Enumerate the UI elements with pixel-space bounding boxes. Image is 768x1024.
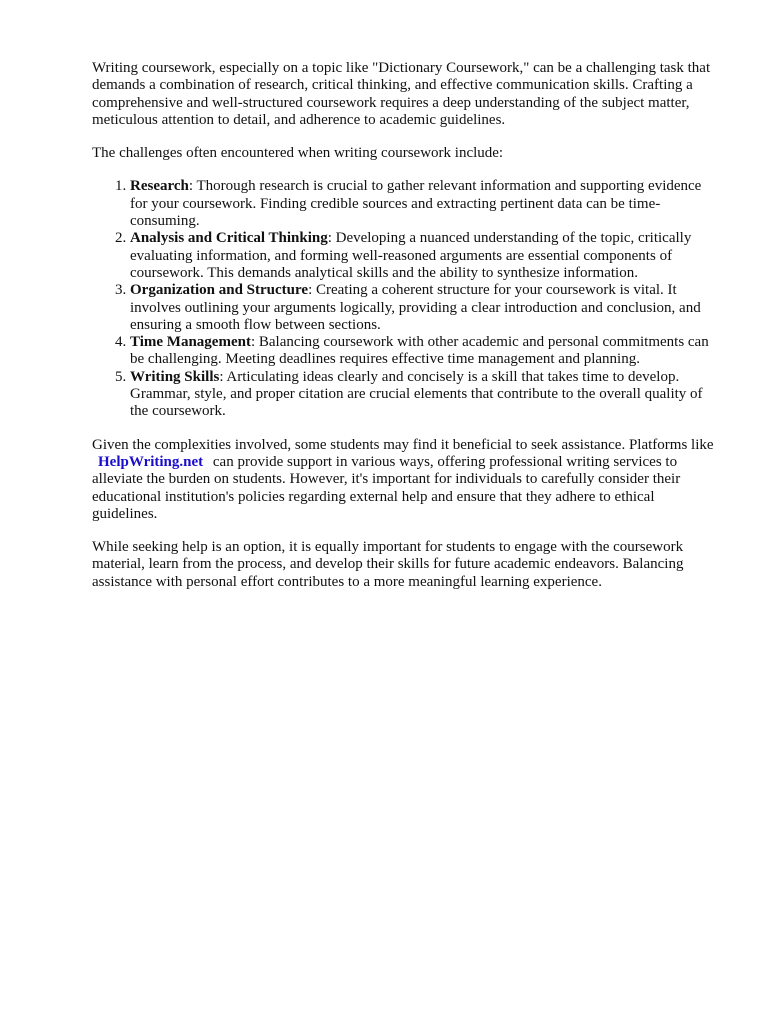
list-item-research [130, 178, 722, 230]
assistance-text-before: Given the complexities involved, some students may find it beneficial to seek assistance. Platforms like [92, 436, 714, 453]
list-item-text: : Thorough research is crucial to gather relevant information and supporting evidence for your coursework. Finding credible sources and extracting pertinent data can be time-consuming. [130, 178, 702, 230]
list-item-term: Organization and Structure [130, 282, 309, 299]
intro-paragraph: Writing coursework, especially on a topic like "Dictionary Coursework," can be a challenging task that demands a combination of research, critical thinking, and effective communication skills. Crafting a comprehensive and well-structured coursework requires a deep understanding of the subject matter, meticulous attention to detail, and adherence to academic guidelines. [92, 60, 711, 128]
list-item-term: Analysis and Critical Thinking [130, 230, 328, 247]
list-item-term: Writing Skills [130, 368, 220, 385]
list-item-writing-skills [130, 369, 722, 421]
challenges-intro-paragraph: The challenges often encountered when writing coursework include: [92, 145, 504, 162]
assistance-text-after: can provide support in various ways, offering professional writing services to alleviate the burden on students. However, it's important for individuals to carefully consider their educational institution's policies regarding external help and ensure that they adhere to ethical guidelines. [92, 453, 681, 522]
helpwriting-link[interactable]: HelpWriting.net [98, 453, 204, 470]
list-item-organization [130, 282, 722, 334]
challenges-list [92, 178, 722, 420]
document-page [92, 60, 722, 607]
list-item-text: : Articulating ideas clearly and concisely is a skill that takes time to develop. Grammar, style, and proper citation are crucial elements that contribute to the overall quality of the coursework. [130, 368, 703, 420]
list-item-text: : Balancing coursework with other academic and personal commitments can be challenging. Meeting deadlines requires effective time management and planning. [130, 334, 709, 368]
conclusion-paragraph: While seeking help is an option, it is equally important for students to engage with the coursework material, learn from the process, and develop their skills for future academic endeavors. Balancing assistance with personal effort contributes to a more meaningful learning experience. [92, 539, 684, 590]
list-item-time-management [130, 334, 722, 369]
list-item-term: Research [130, 178, 189, 195]
list-item-text: : Developing a nuanced understanding of the topic, critically evaluating information, and forming well-reasoned arguments are essential components of coursework. This demands analytical skills and the ability to synthesize information. [130, 230, 692, 281]
assistance-paragraph [92, 437, 722, 523]
list-item-term: Time Management [130, 334, 251, 351]
list-item-analysis [130, 230, 722, 282]
list-item-text: : Creating a coherent structure for your coursework is vital. It involves outlining your arguments logically, providing a clear introduction and conclusion, and ensuring a smooth flow between sections. [130, 282, 701, 333]
